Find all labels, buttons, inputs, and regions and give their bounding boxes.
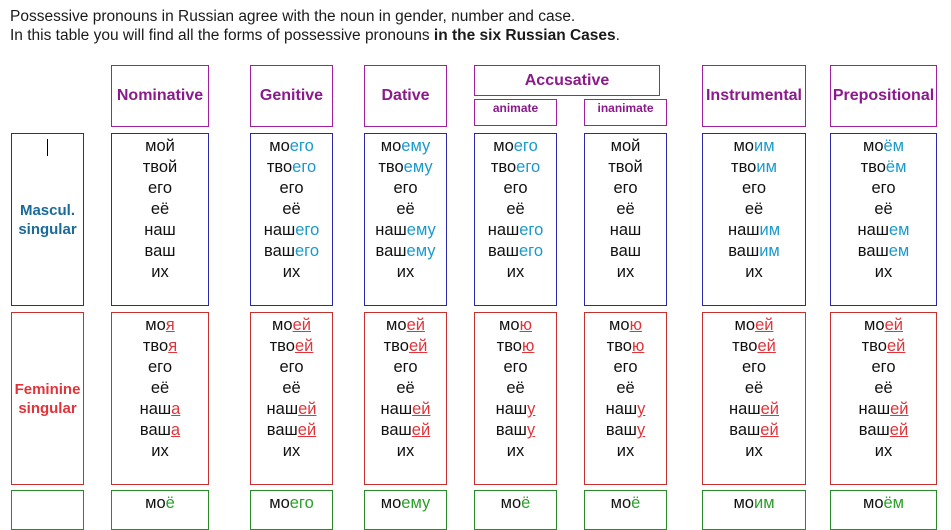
case-ending: его — [289, 137, 314, 155]
pronoun-form: её — [506, 379, 525, 397]
neut-genitive-cell — [250, 490, 333, 530]
pronoun-form: моём — [862, 494, 905, 512]
pronoun-form: их — [874, 442, 893, 460]
pronoun-form: ваш — [144, 242, 176, 260]
pronoun-form: их — [151, 442, 169, 460]
pronoun-form: его — [147, 358, 172, 376]
pronoun-form: её — [282, 379, 301, 397]
pronoun-form: твоему — [378, 158, 433, 176]
neut-prepositional-cell — [830, 490, 937, 530]
pronoun-form: твоего — [266, 158, 317, 176]
header-accusative-inanimate: inanimate — [584, 99, 667, 126]
fem-dative-cell — [364, 312, 447, 485]
fem-nominative-cell — [111, 312, 209, 485]
case-ending: ё — [631, 494, 641, 512]
pronoun-form: твоей — [732, 337, 776, 355]
pronoun-form: вашу — [605, 421, 646, 439]
pronoun-form: твоей — [383, 337, 428, 355]
neut-acc_animate-cell — [474, 490, 557, 530]
pronoun-form: нашу — [495, 400, 536, 418]
neut-acc_inanimate-cell — [584, 490, 667, 530]
case-ending: ему — [401, 494, 431, 512]
case-ending: у — [637, 400, 646, 418]
pronoun-form: моей — [272, 316, 311, 334]
neut-instrumental-cell — [702, 490, 806, 530]
pronoun-form: их — [616, 263, 635, 281]
case-ending: ем — [888, 242, 910, 260]
pronoun-form: её — [874, 200, 893, 218]
neut-nominative-cell — [111, 490, 209, 530]
case-ending: ей — [294, 337, 314, 355]
pronoun-form: нашего — [263, 221, 320, 239]
fem-prepositional-cell — [830, 312, 937, 485]
pronoun-form: его — [147, 179, 172, 197]
case-ending: ему — [403, 158, 433, 176]
case-ending: у — [527, 400, 536, 418]
pronoun-form: их — [616, 442, 635, 460]
pronoun-form: нашей — [858, 400, 909, 418]
case-ending: ей — [412, 400, 431, 418]
pronoun-form: их — [396, 442, 415, 460]
neut-dative-cell — [364, 490, 447, 530]
case-ending: ю — [519, 316, 532, 334]
case-ending: ему — [406, 242, 436, 260]
masc-instrumental-cell — [702, 133, 806, 306]
case-ending: его — [289, 494, 314, 512]
pronoun-form: его — [871, 358, 896, 376]
pronoun-form: твоего — [490, 158, 541, 176]
pronoun-form: наш — [144, 221, 176, 239]
pronoun-form: его — [393, 358, 418, 376]
pronoun-form: нашим — [727, 221, 781, 239]
intro-line-2-text: In this table you will find all the forms of possessive pronouns — [10, 27, 434, 44]
pronoun-form: мой — [145, 137, 175, 155]
pronoun-form: вашей — [380, 421, 431, 439]
header-nominative: Nominative — [111, 65, 209, 127]
pronoun-form: её — [744, 379, 764, 397]
pronoun-form: мой — [610, 137, 641, 155]
pronoun-form: твоей — [861, 337, 906, 355]
pronoun-form: её — [282, 200, 301, 218]
pronoun-form: твою — [496, 337, 535, 355]
intro-line-2 — [10, 26, 620, 45]
row-label-masculine: Mascul. singular — [11, 133, 84, 306]
pronoun-form: её — [396, 200, 415, 218]
case-ending: им — [759, 221, 781, 239]
pronoun-form: её — [150, 200, 170, 218]
case-ending: я — [168, 337, 178, 355]
masc-nominative-cell — [111, 133, 209, 306]
pronoun-form: вашей — [266, 421, 317, 439]
header-dative: Dative — [364, 65, 447, 127]
pronoun-form: вашей — [729, 421, 779, 439]
header-accusative: Accusative — [474, 65, 660, 96]
pronoun-form: её — [874, 379, 893, 397]
pronoun-form: его — [393, 179, 418, 197]
pronoun-form: твоём — [860, 158, 907, 176]
pronoun-form: твоим — [731, 158, 777, 176]
case-ending: а — [171, 400, 181, 418]
pronoun-form: их — [282, 442, 301, 460]
case-ending: ей — [408, 337, 428, 355]
case-ending: его — [513, 137, 538, 155]
pronoun-form: мою — [609, 316, 642, 334]
pronoun-form: их — [282, 263, 301, 281]
case-ending: ей — [889, 421, 909, 439]
case-ending: ем — [889, 221, 910, 239]
pronoun-form: твою — [606, 337, 645, 355]
pronoun-form: моего — [269, 137, 314, 155]
case-ending: ей — [406, 316, 425, 334]
case-ending: ю — [631, 337, 645, 355]
pronoun-form: нашей — [266, 400, 317, 418]
case-ending: ему — [406, 221, 436, 239]
pronoun-form: моей — [864, 316, 903, 334]
pronoun-form: его — [613, 179, 638, 197]
case-ending: ю — [629, 316, 642, 334]
header-accusative-animate: animate — [474, 99, 557, 126]
pronoun-form: их — [745, 442, 763, 460]
pronoun-form: её — [150, 379, 170, 397]
header-prepositional: Prepositional — [830, 65, 937, 127]
pronoun-form: ваша — [139, 421, 181, 439]
pronoun-form: его — [741, 179, 766, 197]
pronoun-form: их — [506, 263, 525, 281]
case-ending: у — [636, 421, 646, 439]
pronoun-form: моей — [386, 316, 425, 334]
pronoun-form: моему — [380, 494, 431, 512]
intro-line-2-bold: in the six Russian Cases — [433, 27, 616, 44]
pronoun-form: вашим — [728, 242, 780, 260]
fem-acc_animate-cell — [474, 312, 557, 485]
pronoun-form: её — [616, 200, 635, 218]
case-ending: ю — [521, 337, 535, 355]
header-instrumental: Instrumental — [702, 65, 806, 127]
pronoun-form: его — [871, 179, 896, 197]
masc-genitive-cell — [250, 133, 333, 306]
case-ending: ей — [298, 400, 317, 418]
pronoun-form: ваш — [610, 242, 641, 260]
pronoun-form: нашему — [375, 221, 436, 239]
pronoun-form: вашего — [487, 242, 543, 260]
intro-line-2-end: . — [615, 27, 620, 44]
masc-prepositional-cell — [830, 133, 937, 306]
pronoun-form: его — [503, 358, 528, 376]
pronoun-form: моей — [734, 316, 774, 334]
pronoun-form: его — [279, 179, 304, 197]
masc-acc_animate-cell — [474, 133, 557, 306]
case-ending: ей — [292, 316, 311, 334]
header-genitive: Genitive — [250, 65, 333, 127]
case-ending: ей — [755, 316, 774, 334]
case-ending: у — [526, 421, 536, 439]
masc-dative-cell — [364, 133, 447, 306]
pronoun-form: моё — [145, 494, 175, 512]
case-ending: ём — [883, 137, 905, 155]
case-ending: ей — [757, 337, 776, 355]
case-ending: его — [518, 242, 543, 260]
case-ending: его — [294, 242, 319, 260]
case-ending: я — [165, 316, 175, 334]
case-ending: им — [759, 242, 780, 260]
pronoun-form: её — [744, 200, 764, 218]
pronoun-form: моём — [862, 137, 905, 155]
pronoun-form: его — [503, 179, 528, 197]
pronoun-form: их — [396, 263, 415, 281]
case-ending: его — [292, 158, 317, 176]
case-ending: ё — [521, 494, 531, 512]
case-ending: ей — [760, 400, 779, 418]
case-ending: ём — [883, 494, 905, 512]
pronoun-form: твой — [142, 158, 178, 176]
case-ending: ему — [401, 137, 431, 155]
case-ending: ей — [890, 400, 909, 418]
row-label-feminine: Feminine singular — [11, 312, 84, 485]
case-ending: им — [756, 158, 777, 176]
pronoun-form: вашем — [857, 242, 910, 260]
pronoun-form: моего — [269, 494, 314, 512]
masc-acc_inanimate-cell — [584, 133, 667, 306]
pronoun-form: её — [396, 379, 415, 397]
case-ending: ей — [886, 337, 906, 355]
pronoun-form: его — [613, 358, 638, 376]
case-ending: ей — [297, 421, 317, 439]
pronoun-form: твоей — [269, 337, 314, 355]
pronoun-form: моя — [145, 316, 175, 334]
case-ending: его — [519, 221, 544, 239]
fem-genitive-cell — [250, 312, 333, 485]
case-ending: ей — [884, 316, 903, 334]
case-ending: ей — [411, 421, 431, 439]
case-ending: им — [753, 137, 775, 155]
pronoun-form: вашему — [375, 242, 436, 260]
case-ending: ё — [165, 494, 175, 512]
case-ending: ём — [885, 158, 907, 176]
pronoun-form: её — [506, 200, 525, 218]
case-ending: его — [295, 221, 320, 239]
fem-instrumental-cell — [702, 312, 806, 485]
pronoun-form: нашем — [857, 221, 910, 239]
pronoun-form: вашего — [263, 242, 319, 260]
pronoun-form: его — [279, 358, 304, 376]
pronoun-form: нашу — [605, 400, 646, 418]
pronoun-form: вашей — [858, 421, 909, 439]
case-ending: им — [753, 494, 775, 512]
pronoun-form: их — [151, 263, 169, 281]
pronoun-form: моим — [733, 494, 775, 512]
pronoun-form: моему — [380, 137, 431, 155]
pronoun-form: их — [874, 263, 893, 281]
intro-line-1: Possessive pronouns in Russian agree with the noun in gender, number and case. — [10, 8, 576, 25]
pronoun-form: их — [745, 263, 763, 281]
pronoun-form: твоя — [142, 337, 178, 355]
pronoun-form: моим — [733, 137, 775, 155]
fem-acc_inanimate-cell — [584, 312, 667, 485]
pronoun-form: её — [616, 379, 635, 397]
case-ending: его — [516, 158, 541, 176]
pronoun-form: нашего — [487, 221, 544, 239]
pronoun-form: моего — [493, 137, 538, 155]
case-ending: ей — [760, 421, 779, 439]
intro-text — [10, 7, 620, 45]
pronoun-form: нашей — [380, 400, 431, 418]
text-cursor — [47, 139, 48, 156]
pronoun-form: мою — [499, 316, 532, 334]
pronoun-form: его — [741, 358, 766, 376]
case-ending: а — [170, 421, 181, 439]
pronoun-form: моё — [610, 494, 641, 512]
pronoun-form: наша — [139, 400, 181, 418]
row-label-neuter — [11, 490, 84, 530]
pronoun-form: моё — [500, 494, 531, 512]
pronoun-form: их — [506, 442, 525, 460]
pronoun-form: нашей — [729, 400, 779, 418]
pronoun-form: твой — [608, 158, 643, 176]
pronoun-form: наш — [609, 221, 642, 239]
pronoun-form: вашу — [495, 421, 536, 439]
